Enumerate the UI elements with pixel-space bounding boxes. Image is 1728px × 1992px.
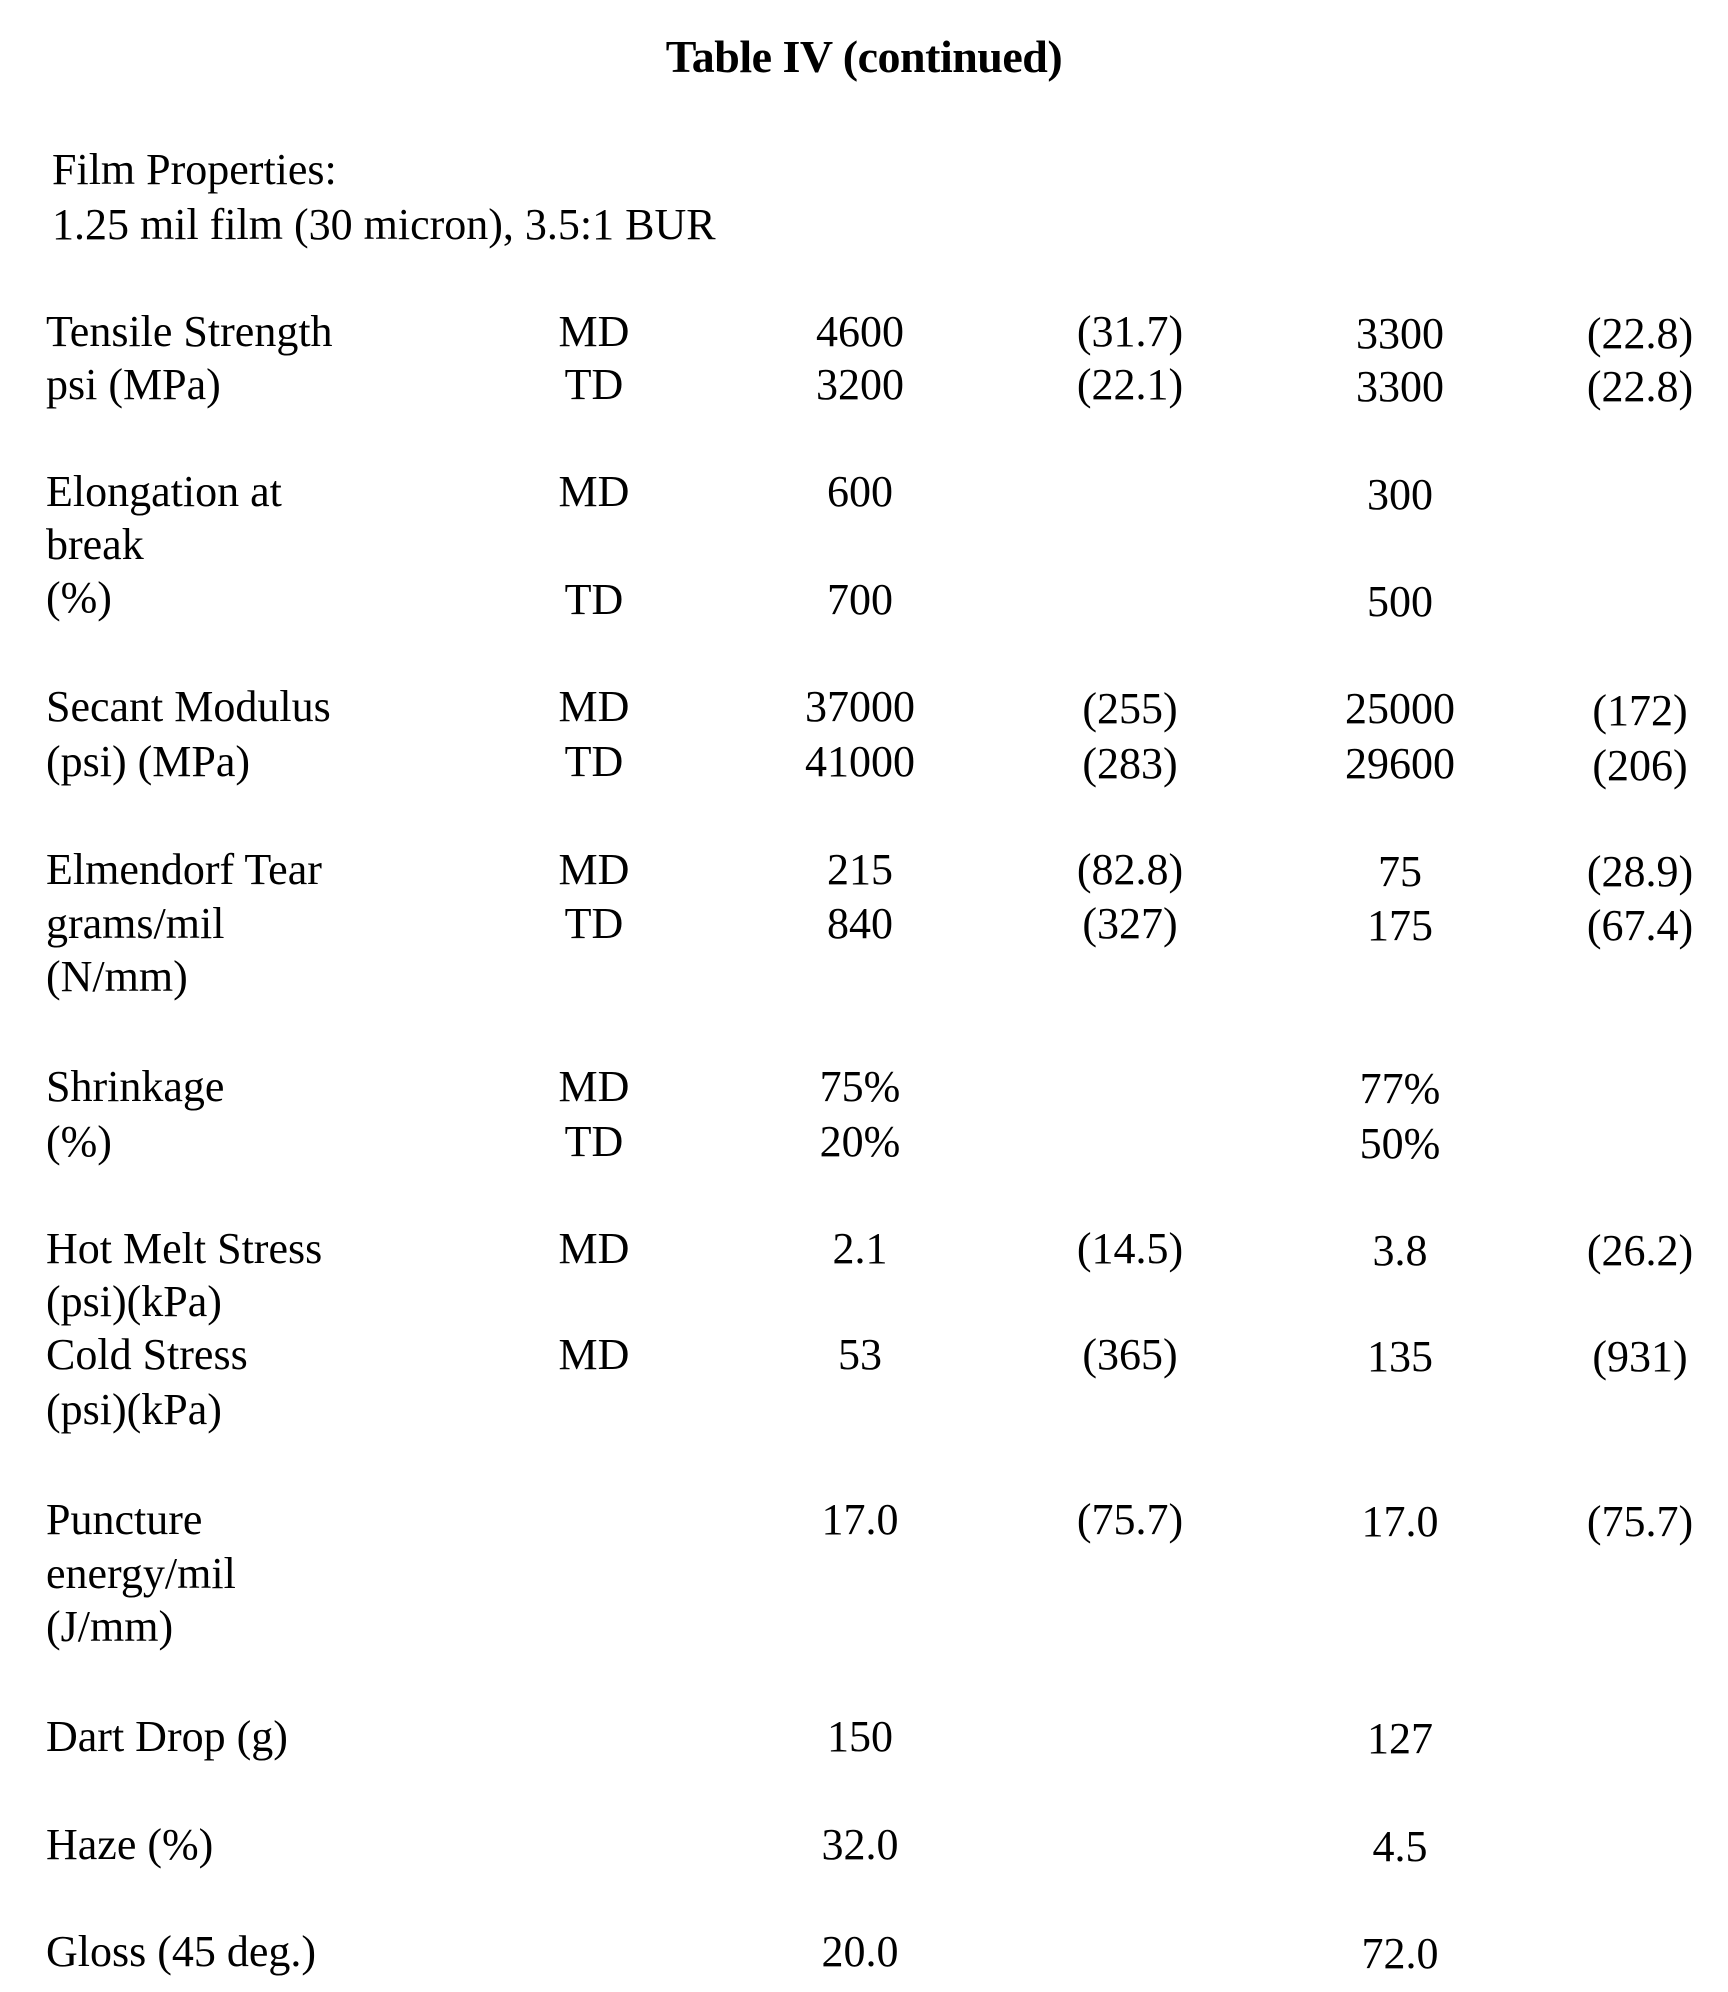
value-col1: 700	[827, 575, 893, 624]
metric-col2: (931)	[1592, 1332, 1688, 1381]
value-col1: 41000	[805, 737, 915, 786]
value-col1: 3200	[816, 360, 904, 409]
direction: TD	[564, 575, 624, 624]
direction: MD	[558, 1062, 630, 1111]
value-col2: 3300	[1356, 309, 1444, 358]
row-label: Dart Drop (g)	[46, 1712, 288, 1761]
row-label: Puncture	[46, 1495, 203, 1544]
direction: TD	[564, 360, 624, 409]
film-spec-line: 1.25 mil film (30 micron), 3.5:1 BUR	[52, 200, 716, 249]
value-col1: 20%	[819, 1117, 901, 1166]
direction: TD	[564, 899, 624, 948]
row-label: Elongation at	[46, 467, 282, 516]
value-col1: 215	[827, 845, 893, 894]
row-label: Cold Stress	[46, 1330, 248, 1379]
metric-col1: (22.1)	[1076, 360, 1184, 409]
value-col2: 135	[1367, 1332, 1433, 1381]
metric-col1: (283)	[1082, 739, 1178, 788]
value-col2: 29600	[1345, 739, 1455, 788]
direction: MD	[558, 1330, 630, 1379]
row-label: (%)	[46, 1117, 112, 1166]
row-label: (psi) (MPa)	[46, 737, 251, 786]
value-col1: 4600	[816, 307, 904, 356]
value-col1: 37000	[805, 682, 915, 731]
value-col2: 77%	[1359, 1064, 1441, 1113]
direction: MD	[558, 1224, 630, 1273]
value-col2: 3300	[1356, 362, 1444, 411]
value-col1: 150	[827, 1712, 893, 1761]
metric-col2: (67.4)	[1586, 901, 1694, 950]
metric-col1: (75.7)	[1076, 1495, 1184, 1544]
row-label: psi (MPa)	[46, 360, 221, 409]
film-properties-heading: Film Properties:	[52, 145, 337, 194]
metric-col1: (255)	[1082, 684, 1178, 733]
value-col1: 17.0	[821, 1495, 899, 1544]
metric-col2: (26.2)	[1586, 1226, 1694, 1275]
row-label: (J/mm)	[46, 1602, 174, 1651]
row-label: energy/mil	[46, 1549, 236, 1598]
value-col2: 17.0	[1361, 1497, 1439, 1546]
value-col2: 75	[1378, 847, 1422, 896]
direction: MD	[558, 307, 630, 356]
value-col2: 25000	[1345, 684, 1455, 733]
row-label: (psi)(kPa)	[46, 1277, 222, 1326]
value-col2: 127	[1367, 1714, 1433, 1763]
row-label: Secant Modulus	[46, 682, 331, 731]
direction: MD	[558, 682, 630, 731]
value-col1: 75%	[819, 1062, 901, 1111]
value-col1: 20.0	[821, 1927, 899, 1976]
row-label: grams/mil	[46, 899, 225, 948]
row-label: Elmendorf Tear	[46, 845, 322, 894]
metric-col2: (172)	[1592, 686, 1688, 735]
row-label: (psi)(kPa)	[46, 1385, 222, 1434]
row-label: (%)	[46, 573, 112, 622]
row-label: Tensile Strength	[46, 307, 333, 356]
value-col2: 300	[1367, 470, 1433, 519]
value-col2: 175	[1367, 901, 1433, 950]
value-col2: 3.8	[1372, 1226, 1428, 1275]
direction: TD	[564, 1117, 624, 1166]
metric-col2: (22.8)	[1586, 309, 1694, 358]
direction: TD	[564, 737, 624, 786]
value-col1: 2.1	[832, 1224, 888, 1273]
metric-col2: (75.7)	[1586, 1497, 1694, 1546]
value-col1: 600	[827, 467, 893, 516]
metric-col1: (365)	[1082, 1330, 1178, 1379]
value-col1: 840	[827, 899, 893, 948]
value-col2: 72.0	[1361, 1929, 1439, 1978]
row-label: (N/mm)	[46, 952, 188, 1001]
metric-col1: (31.7)	[1076, 307, 1184, 356]
direction: MD	[558, 467, 630, 516]
value-col1: 32.0	[821, 1820, 899, 1869]
value-col2: 500	[1367, 577, 1433, 626]
row-label: break	[46, 520, 144, 569]
row-label: Haze (%)	[46, 1820, 214, 1869]
row-label: Shrinkage	[46, 1062, 225, 1111]
row-label: Gloss (45 deg.)	[46, 1927, 317, 1976]
row-label: Hot Melt Stress	[46, 1224, 323, 1273]
metric-col2: (22.8)	[1586, 362, 1694, 411]
metric-col1: (82.8)	[1076, 845, 1184, 894]
metric-col2: (206)	[1592, 741, 1688, 790]
direction: MD	[558, 845, 630, 894]
value-col1: 53	[838, 1330, 882, 1379]
metric-col2: (28.9)	[1586, 847, 1694, 896]
metric-col1: (327)	[1082, 899, 1178, 948]
value-col2: 4.5	[1372, 1822, 1428, 1871]
value-col2: 50%	[1359, 1119, 1441, 1168]
table-title: Table IV (continued)	[665, 31, 1063, 82]
metric-col1: (14.5)	[1076, 1224, 1184, 1273]
